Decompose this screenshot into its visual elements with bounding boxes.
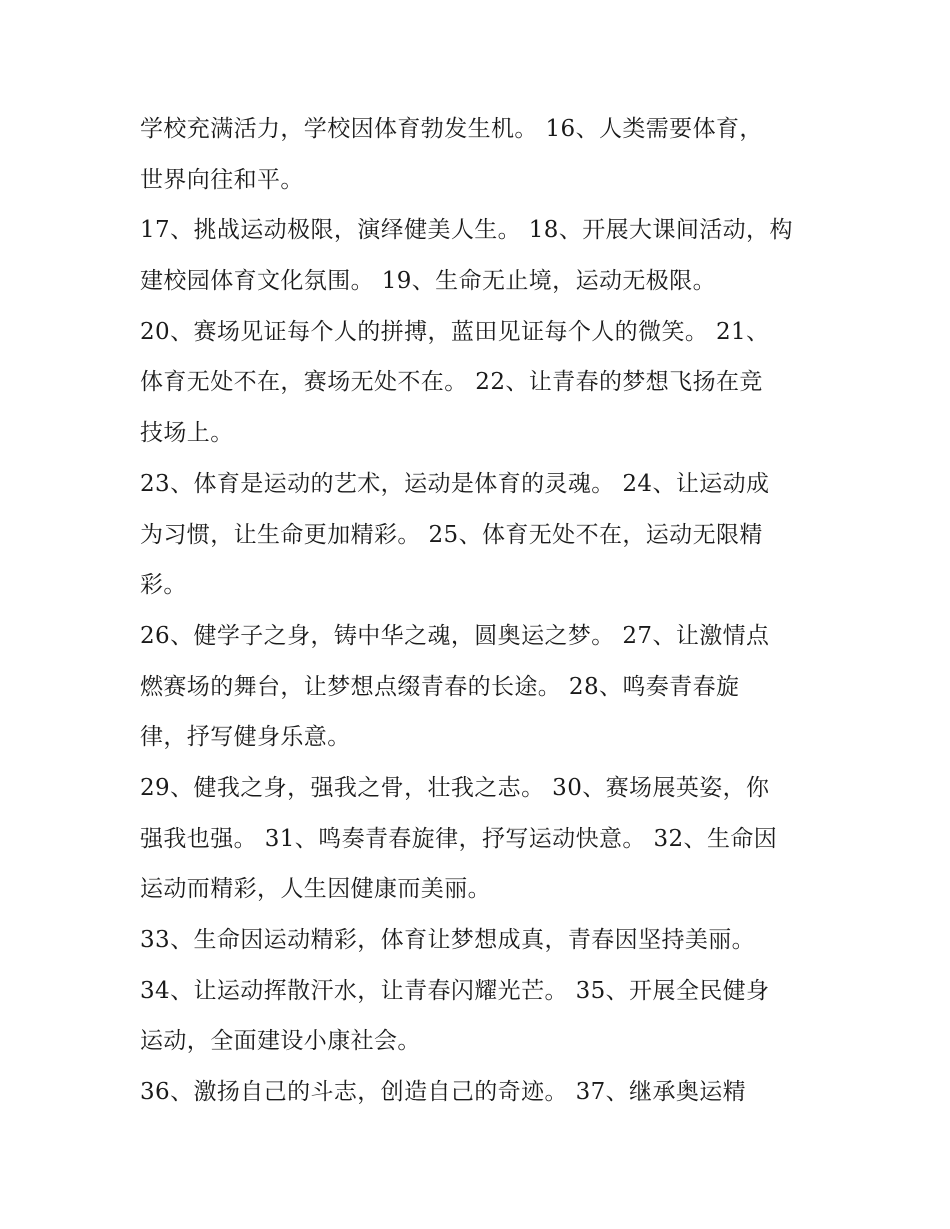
text-line: 燃赛场的舞台，让梦想点缀青春的长途。 28、鸣奏青春旋 <box>140 673 740 700</box>
text-line: 26、健学子之身，铸中华之魂，圆奥运之梦。 27、让激情点 <box>140 622 770 649</box>
text-line: 技场上。 <box>140 420 234 447</box>
text-line: 学校充满活力，学校因体育勃发生机。 16、人类需要体育， <box>140 116 763 142</box>
text-line: 建校园体育文化氛围。 19、生命无止境，运动无极限。 <box>140 268 716 295</box>
text-line: 为习惯，让生命更加精彩。 25、体育无处不在，运动无限精 <box>140 521 763 548</box>
text-line: 世界向往和平。 <box>140 166 304 193</box>
text-line: 33、生命因运动精彩，体育让梦想成真，青春因坚持美丽。 <box>140 927 756 953</box>
text-line: 律，抒写健身乐意。 <box>140 724 351 751</box>
document-body <box>140 104 830 1118</box>
text-line: 彩。 <box>140 572 187 599</box>
text-line: 23、体育是运动的艺术，运动是体育的灵魂。 24、让运动成 <box>140 470 770 497</box>
text-line: 强我也强。 31、鸣奏青春旋律，抒写运动快意。 32、生命因 <box>140 825 778 852</box>
text-line: 17、挑战运动极限，演绎健美人生。 18、开展大课间活动，构 <box>140 217 793 244</box>
text-line: 36、激扬自己的斗志，创造自己的奇迹。 37、继承奥运精 <box>140 1079 747 1106</box>
text-line: 34、让运动挥散汗水，让青春闪耀光芒。 35、开展全民健身 <box>140 977 770 1004</box>
text-line: 20、赛场见证每个人的拼搏，蓝田见证每个人的微笑。 21、 <box>140 318 770 345</box>
text-line: 运动，全面建设小康社会。 <box>140 1028 421 1055</box>
text-line: 运动而精彩，人生因健康而美丽。 <box>140 876 491 903</box>
text-line: 体育无处不在，赛场无处不在。 22、让青春的梦想飞扬在竞 <box>140 369 763 396</box>
text-line: 29、健我之身，强我之骨，壮我之志。 30、赛场展英姿，你 <box>140 774 770 801</box>
